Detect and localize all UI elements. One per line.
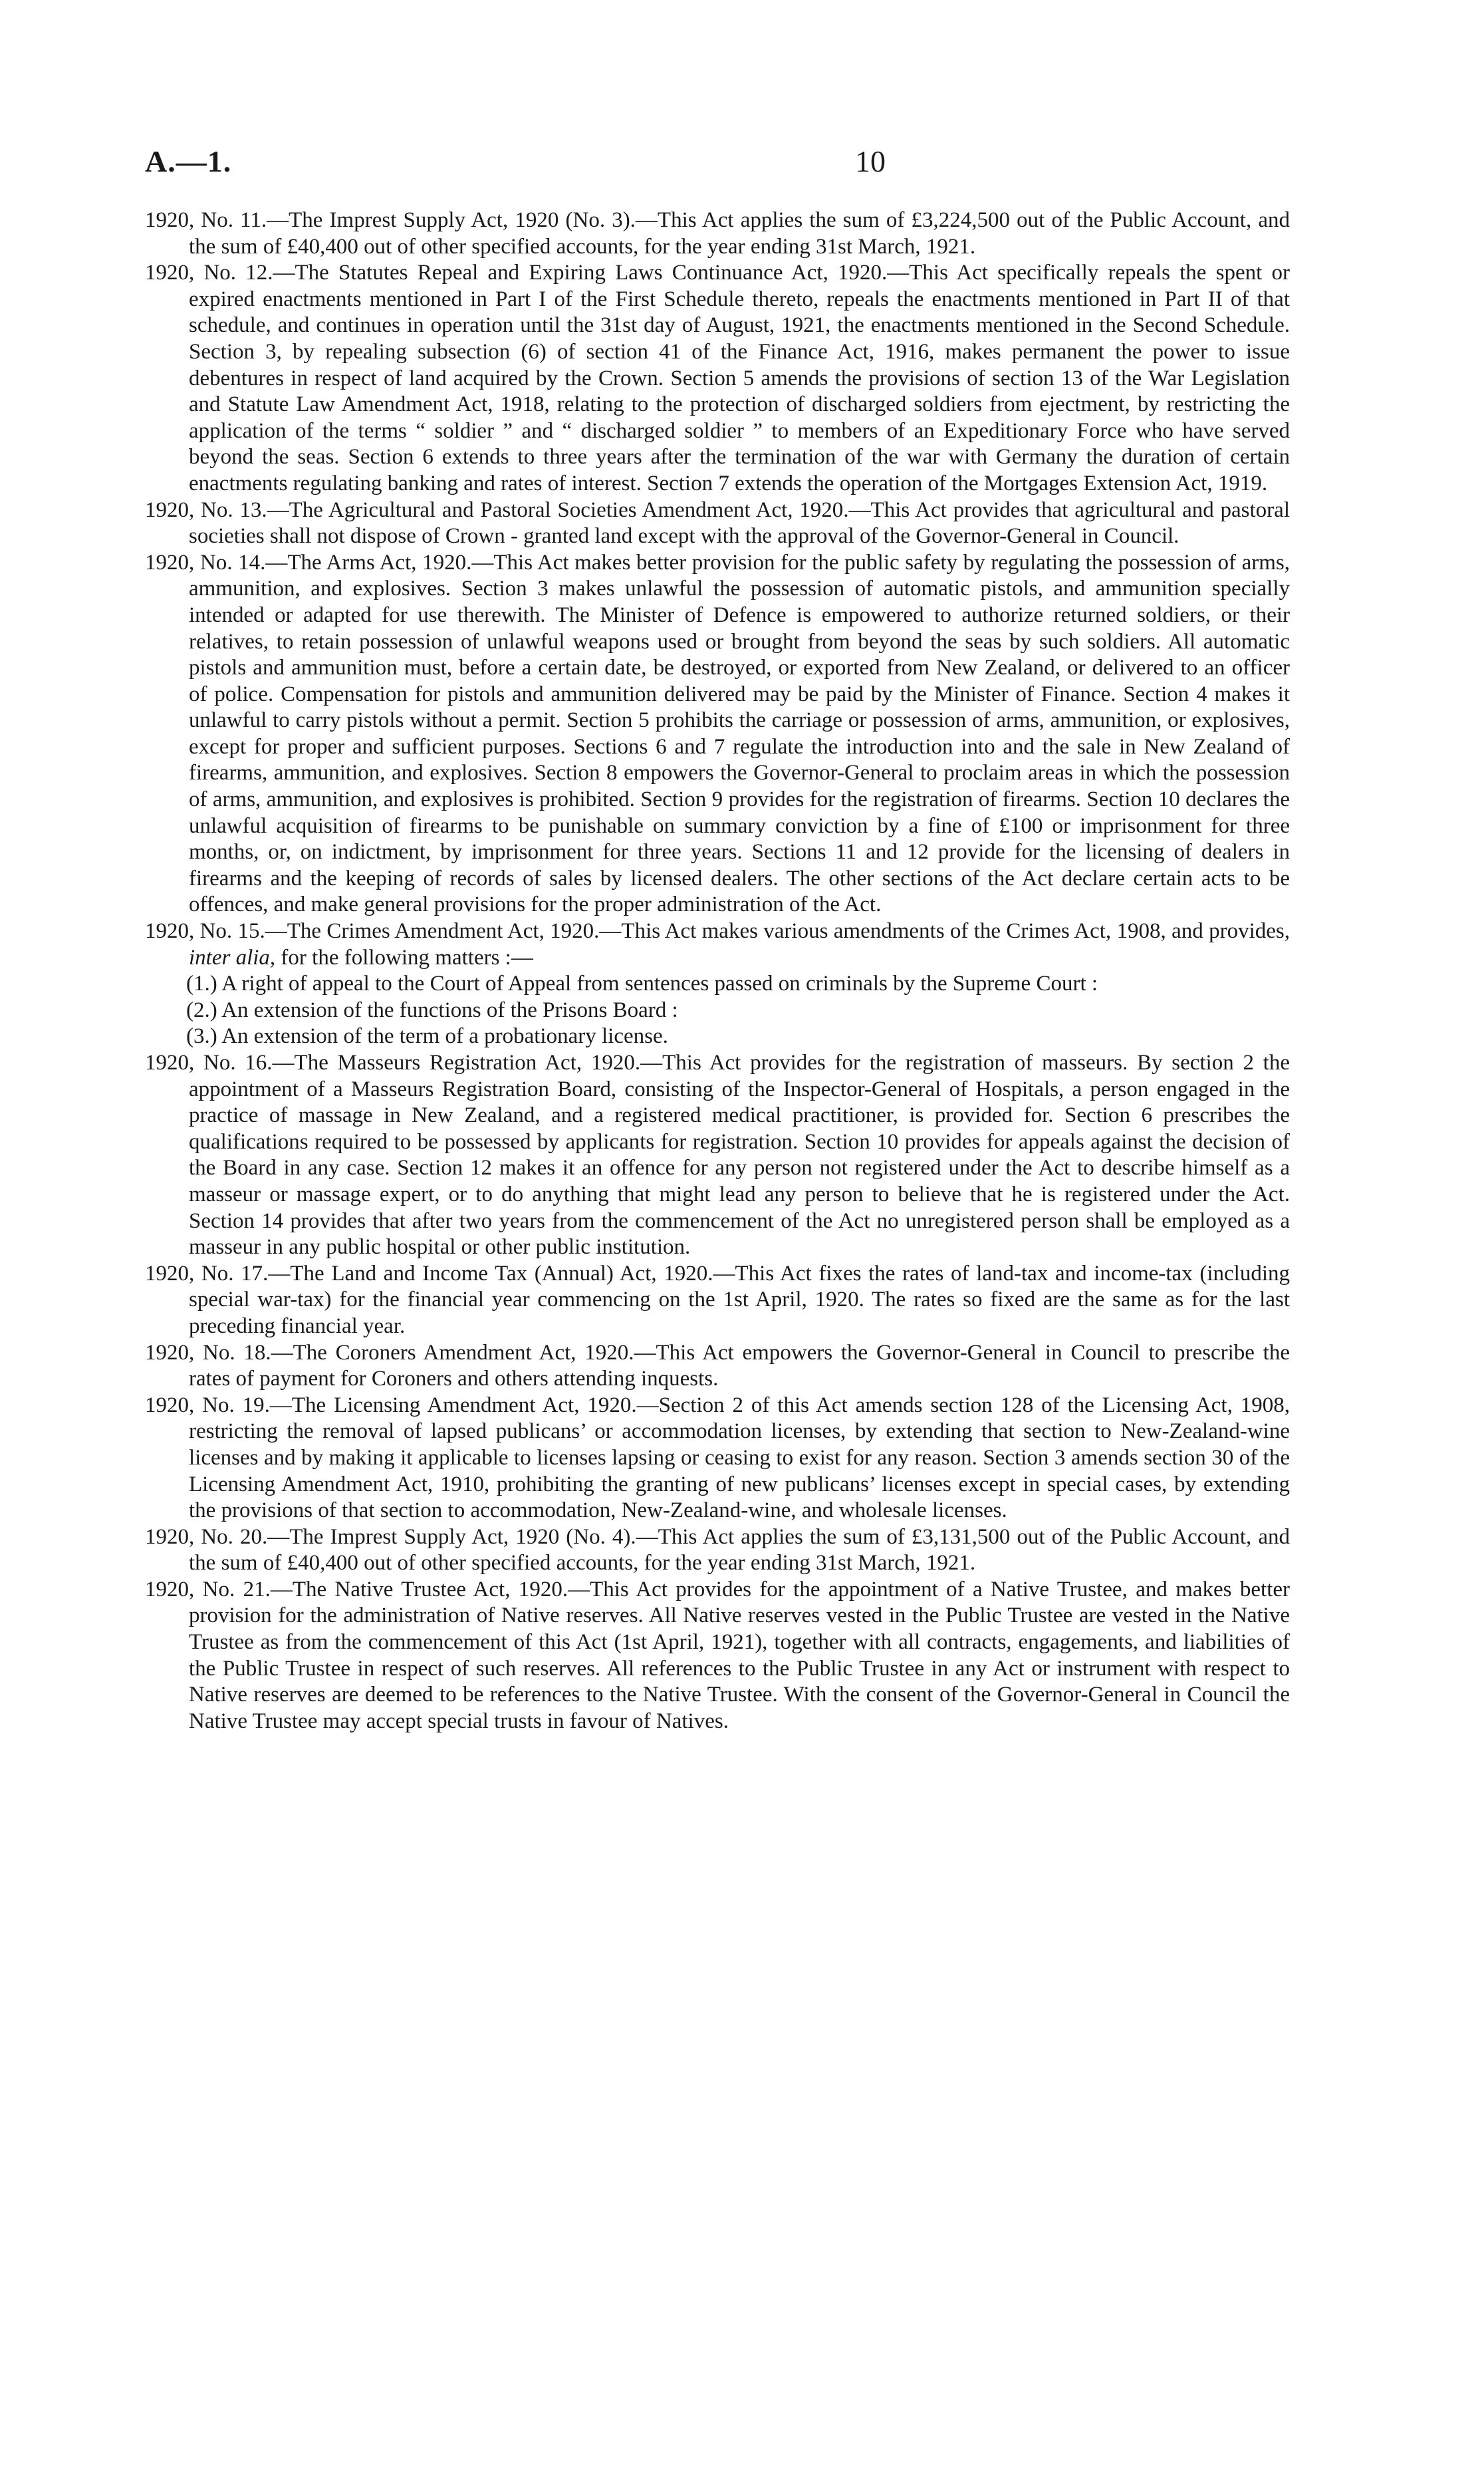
act-entry-no-20: 1920, No. 20.—The Imprest Supply Act, 1920 (No. 4).—This Act applies the sum of £3,131,500 out of the Public Account, and the sum of £40,400 out of other specified accounts, for the year ending 31st March, 1921.: [145, 1524, 1290, 1576]
matter-item-3: (3.) An extension of the term of a probationary license.: [186, 1024, 668, 1049]
act-entry-no-15: [145, 918, 1290, 971]
act-entry-no-19: 1920, No. 19.—The Licensing Amendment Act, 1920.—Section 2 of this Act amends section 128 of the Licensing Act, 1908, restricting the removal of lapsed publicans’ or accommodation licenses, by extending that section to New-Zealand-wine licenses and by making it applicable to licenses lapsing or ceasing to exist for any reason. Section 3 amends section 30 of the Licensing Amendment Act, 1910, prohibiting the granting of new publicans’ licenses except in special cases, by extending the provisions of that section to accommodation, New-Zealand-wine, and wholesale licenses.: [145, 1393, 1290, 1523]
matter-item-1: (1.) A right of appeal to the Court of Appeal from sentences passed on criminals by the Supreme Court :: [186, 972, 1098, 996]
act-entry-no-14: 1920, No. 14.—The Arms Act, 1920.—This Act makes better provision for the public safety by regulating the possession of arms, ammunition, and explosives. Section 3 makes unlawful the possession of automatic pistols, and ammunition specially intended or adapted for use therewith. The Minister of Defence is empowered to authorize returned soldiers, or their relatives, to retain possession of unlawful weapons used or brought from beyond the seas by such soldiers. All automatic pistols and ammunition must, before a certain date, be destroyed, or exported from New Zealand, or delivered to an officer of police. Compensation for pistols and ammunition delivered may be paid by the Minister of Finance. Section 4 makes it unlawful to carry pistols without a permit. Section 5 prohibits the carriage or possession of arms, ammunition, or explosives, except for proper and sufficient purposes. Sections 6 and 7 regulate the introduction into and the sale in New Zealand of firearms, ammunition, and explosives. Section 8 empowers the Governor-General to proclaim areas in which the possession of arms, ammunition, and explosives is prohibited. Section 9 provides for the registration of firearms. Section 10 declares the unlawful acquisition of firearms to be punishable on summary conviction by a fine of £100 or imprisonment for three months, or, on indictment, by imprisonment for three years. Sections 11 and 12 provide for the licensing of dealers in firearms and the keeping of records of sales by licensed dealers. The other sections of the Act declare certain acts to be offences, and make general provisions for the proper administration of the Act.: [145, 550, 1290, 917]
act-entry-no-21: 1920, No. 21.—The Native Trustee Act, 1920.—This Act provides for the appointment of a Native Trustee, and makes better provision for the administration of Native reserves. All Native reserves vested in the Public Trustee are vested in the Native Trustee as from the commencement of this Act (1st April, 1921), together with all contracts, engagements, and liabilities of the Public Trustee in respect of such reserves. All references to the Public Trustee in any Act or instrument with respect to Native reserves are deemed to be references to the Native Trustee. With the consent of the Governor-General in Council the Native Trustee may accept special trusts in favour of Natives.: [145, 1577, 1290, 1733]
page-header: [145, 144, 1355, 190]
page-number: 10: [855, 144, 886, 178]
act-entry-no-11: 1920, No. 11.—The Imprest Supply Act, 1920 (No. 3).—This Act applies the sum of £3,224,500 out of the Public Account, and the sum of £40,400 out of other specified accounts, for the year ending 31st March, 1921.: [145, 208, 1290, 259]
crimes-act-italic: inter alia,: [189, 945, 276, 970]
act-entry-no-16: 1920, No. 16.—The Masseurs Registration Act, 1920.—This Act provides for the registration of masseurs. By section 2 the appointment of a Masseurs Registration Board, consisting of the Inspector-General of Hospitals, a person engaged in the practice of massage in New Zealand, and a registered medical practitioner, is provided for. Section 6 prescribes the qualifications required to be possessed by applicants for registration. Section 10 provides for appeals against the decision of the Board in any case. Section 12 makes it an offence for any person not registered under the Act to describe himself as a masseur or massage expert, or to do anything that might lead any person to believe that he is registered under the Act. Section 14 provides that after two years from the commencement of the Act no unregistered person shall be employed as a masseur in any public hospital or other public institution.: [145, 1051, 1290, 1260]
crimes-act-tail: for the following matters :—: [281, 945, 533, 970]
act-entry-no-12: 1920, No. 12.—The Statutes Repeal and Expiring Laws Continuance Act, 1920.—This Act specifically repeals the spent or expired enactments mentioned in Part I of the First Schedule thereto, repeals the enactments mentioned in Part II of that schedule, and continues in operation until the 31st day of August, 1921, the enactments mentioned in the Second Schedule. Section 3, by repealing subsection (6) of section 41 of the Finance Act, 1916, makes permanent the power to issue debentures in respect of land acquired by the Crown. Section 5 amends the provisions of section 13 of the War Legislation and Statute Law Amendment Act, 1918, relating to the protection of discharged soldiers from ejectment, by restricting the application of the terms “ soldier ” and “ discharged soldier ” to members of an Expeditionary Force who have served beyond the seas. Section 6 extends to three years after the termination of the war with Germany the duration of certain enactments regulating banking and rates of interest. Section 7 extends the operation of the Mortgages Extension Act, 1919.: [145, 261, 1290, 495]
crimes-act-lead: 1920, No. 15.—The Crimes Amendment Act, 1920.—This Act makes various amendments of the Crimes Act, 1908, and provides,: [145, 919, 1290, 944]
act-entry-no-18: 1920, No. 18.—The Coroners Amendment Act, 1920.—This Act empowers the Governor-General in Council to prescribe the rates of payment for Coroners and others attending inquests.: [145, 1340, 1290, 1391]
act-entry-no-17: 1920, No. 17.—The Land and Income Tax (Annual) Act, 1920.—This Act fixes the rates of land-tax and income-tax (including special war-tax) for the financial year commencing on the 1st April, 1920. The rates so fixed are the same as for the last preceding financial year.: [145, 1261, 1290, 1338]
document-body: [145, 208, 1290, 1734]
matter-item-2: (2.) An extension of the functions of the Prisons Board :: [186, 998, 678, 1022]
section-code: A.—1.: [145, 144, 232, 178]
act-entry-no-13: 1920, No. 13.—The Agricultural and Pastoral Societies Amendment Act, 1920.—This Act provides that agricultural and pastoral societies shall not dispose of Crown - granted land except with the approval of the Governor-General in Council.: [145, 497, 1290, 549]
crimes-act-matters: [145, 971, 1290, 1050]
